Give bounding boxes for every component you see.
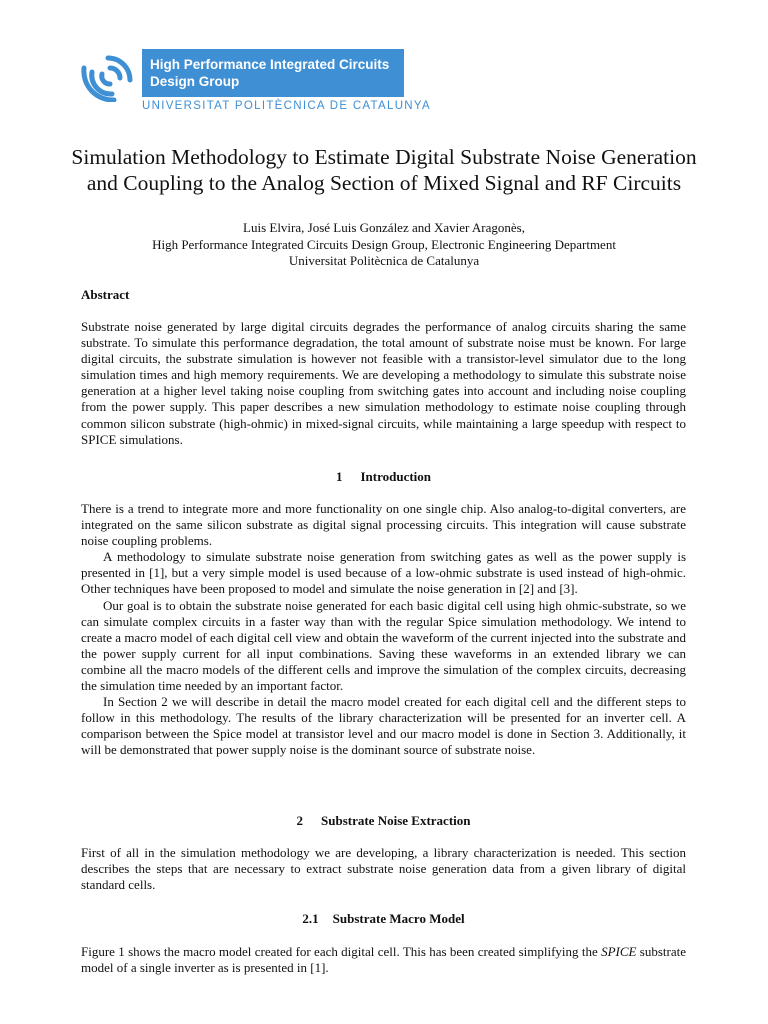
- wifi-wave-icon: [80, 50, 136, 102]
- author-block: [60, 220, 708, 270]
- section-2-1-text-start: Figure 1 shows the macro model created for each digital cell. This has been created simplifying the: [81, 944, 602, 959]
- section-2-text: [81, 845, 686, 893]
- spice-italic: SPICE: [601, 944, 637, 959]
- author-affiliation: High Performance Integrated Circuits Design Group, Electronic Engineering Department: [152, 236, 616, 252]
- section-2-title: Substrate Noise Extraction: [321, 813, 471, 828]
- intro-paragraph-4: In Section 2 we will describe in detail the macro model created for each digital cell and the different steps to follow in this methodology. The results of the library characterization will be presented for an inverter cell. A comparison between the Spice model at transistor level and our macro model is done in Section 3. Additionally, it will be demonstrated that power supply noise is the dominant source of substrate noise.: [81, 694, 686, 758]
- abstract-heading: Abstract: [81, 287, 130, 302]
- section-2-1-title: Substrate Macro Model: [332, 911, 465, 926]
- abstract-paragraph: Substrate noise generated by large digital circuits degrades the performance of analog circuits sharing the same substrate. To simulate this performance degradation, the total amount of substrate noise must be known. For large digital circuits, the substrate simulation is however not feasible with a transistor-level simulator due to the long simulation times and high memory requirements. We are developing a methodology to simulate this substrate noise generation at a higher level taking noise coupling from switching gates into account and including noise coupling from the power supply. This paper describes a new simulation methodology to estimate noise coupling through common silicon substrate (high-ohmic) in mixed-signal circuits, while maintaining a large speedup with respect to SPICE simulations.: [81, 319, 686, 447]
- group-name-banner: [142, 49, 404, 97]
- intro-paragraph-2: A methodology to simulate substrate noise generation from switching gates as well as the power supply is presented in [1], but a very simple model is used because of a low-ohmic substrate is used instead of high-ohmic. Other techniques have been proposed to model and simulate the noise generation in [2] and [3].: [81, 549, 686, 597]
- section-2-number: 2: [296, 813, 303, 828]
- section-2-1-number: 2.1: [302, 911, 319, 926]
- banner-line-2: Design Group: [150, 74, 240, 89]
- section-2-1-heading: [81, 911, 686, 927]
- section-2-paragraph: First of all in the simulation methodology we are developing, a library characterization is needed. This section describes the steps that are necessary to extract substrate noise generation data from a given library of digital standard cells.: [81, 845, 686, 893]
- section-2-1-text: [81, 944, 686, 976]
- university-name: UNIVERSITAT POLITÈCNICA DE CATALUNYA: [142, 100, 431, 112]
- section-1-title: Introduction: [360, 469, 432, 484]
- banner-line-1: High Performance Integrated Circuits: [150, 57, 390, 72]
- section-2-1-text-end: substrate model of a single inverter as is presented in [1].: [81, 944, 686, 976]
- introduction-text: [81, 501, 686, 759]
- section-2-1-paragraph: [81, 944, 686, 976]
- author-university: Universitat Politècnica de Catalunya: [288, 253, 480, 268]
- section-2-heading: [81, 813, 686, 829]
- intro-paragraph-3: Our goal is to obtain the substrate noise generated for each basic digital cell using high ohmic-substrate, so we can simulate complex circuits in a faster way than with the regular Spice simulation methodology. We intend to create a macro model of each digital cell view and obtain the waveform of the current injected into the substrate and the power supply current for all input combinations. Saving these waveforms in an extended library we can combine all the macro models of the different cells and improve the simulation of the complex circuits, decreasing the simulation time needed by an important factor.: [81, 597, 686, 694]
- section-1-heading: [81, 469, 686, 485]
- intro-paragraph-1: There is a trend to integrate more and more functionality on one single chip. Also analog-to-digital converters, are integrated on the same silicon substrate as digital signal processing circuits. This integration will cause substrate noise coupling problems.: [81, 501, 686, 549]
- author-names: Luis Elvira, José Luis González and Xavier Aragonès,: [243, 220, 525, 235]
- paper-title: Simulation Methodology to Estimate Digital Substrate Noise Generation and Coupling to the Analog Section of Mixed Signal and RF Circuits: [71, 145, 697, 195]
- section-1-number: 1: [335, 469, 343, 484]
- abstract-text: [81, 319, 686, 448]
